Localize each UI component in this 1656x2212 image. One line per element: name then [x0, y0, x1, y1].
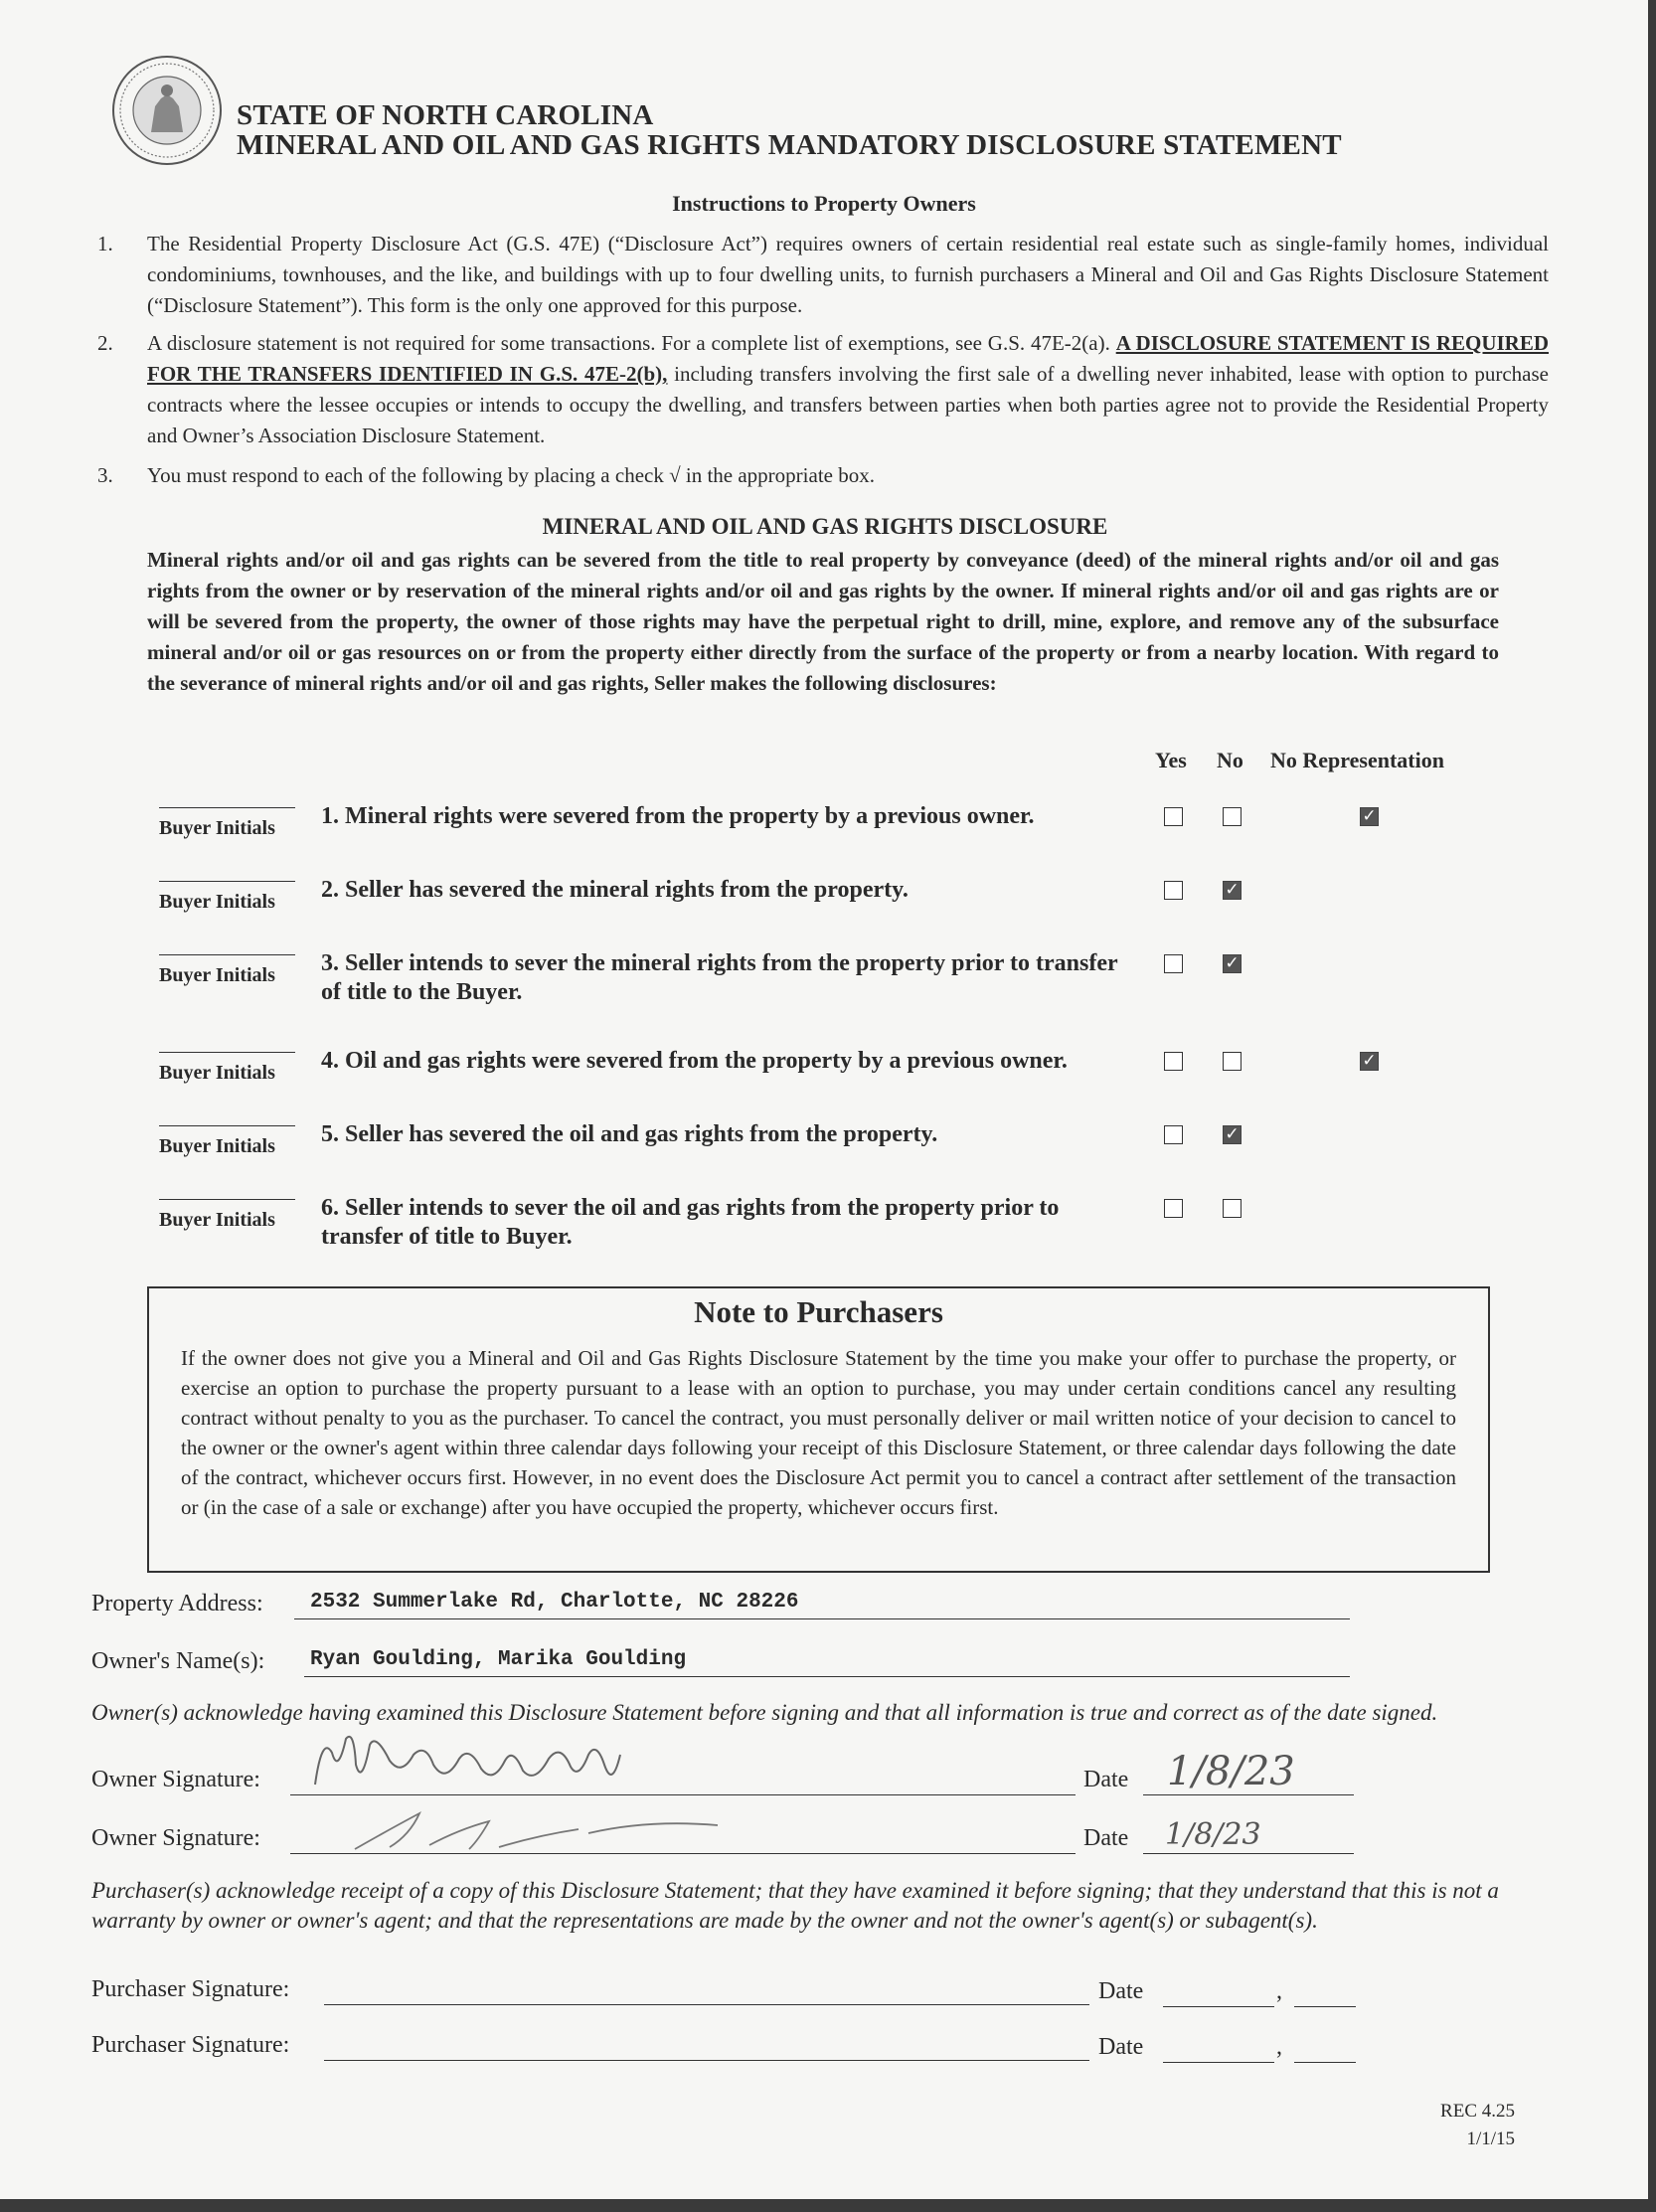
owner-acknowledgement: Owner(s) acknowledge having examined this Disclosure Statement before signing and that all information is true and correct as of the date signed. — [91, 1700, 1438, 1725]
owner-date-field-1[interactable] — [1143, 1749, 1354, 1795]
date-label: Date — [1083, 1825, 1129, 1851]
instructions-heading: Instructions to Property Owners — [672, 191, 976, 216]
instruction-text-pre: A disclosure statement is not required for some transactions. For a complete list of exemptions, see G.S. 47E-2(a). — [147, 331, 1116, 355]
column-header-yes: Yes — [1155, 748, 1187, 772]
owners-name-label: Owner's Name(s): — [91, 1648, 265, 1674]
checkbox-yes-q5[interactable] — [1164, 1125, 1183, 1144]
buyer-initials-label: Buyer Initials — [159, 817, 275, 839]
owners-name-field[interactable] — [304, 1644, 1350, 1677]
owner-signature-label: Owner Signature: — [91, 1767, 260, 1792]
instruction-item-3 — [97, 460, 1549, 491]
buyer-initials-label: Buyer Initials — [159, 1062, 275, 1084]
purchaser-date-field-2a[interactable] — [1163, 2030, 1274, 2063]
checkmark-icon: ✓ — [1362, 1051, 1377, 1071]
handwritten-signature-icon — [350, 1799, 728, 1855]
property-address-field[interactable] — [294, 1587, 1350, 1619]
purchaser-date-field-1a[interactable] — [1163, 1974, 1274, 2007]
buyer-initials-label: Buyer Initials — [159, 964, 275, 986]
date-separator: , — [1276, 2034, 1282, 2060]
disclosure-body: Mineral rights and/or oil and gas rights can be severed from the title to real property by conveyance (deed) of the mineral rights and/or oil and gas rights from the owner or by reservation of the mineral rights and/or oil and gas rights by the owner. If mineral rights and/or oil and gas rights are or will be severed from the property, the owner of those rights may have the perpetual right to drill, mine, explore, and remove any of the subsurface mineral and/or oil or gas resources on or from the property either directly from the surface of the property or from a nearby location. With regard to the severance of mineral rights and/or oil and gas rights, Seller makes the following disclosures: — [147, 548, 1499, 695]
checkbox-yes-q1[interactable] — [1164, 807, 1183, 826]
question-4: 4. Oil and gas rights were severed from the property by a previous owner. — [321, 1048, 1068, 1074]
question-3: 3. Seller intends to sever the mineral rights from the property prior to transfer of title to the Buyer. — [321, 950, 1118, 1005]
checkmark-icon: ✓ — [1225, 953, 1240, 973]
purchaser-signature-label: Purchaser Signature: — [91, 2032, 290, 2058]
purchaser-acknowledgement: Purchaser(s) acknowledge receipt of a copy of this Disclosure Statement; that they have examined it before signing; that they understand that this is not a warranty by owner or owner's agent; and that the representations are made by the owner and not the owner's agent(s) or subagent(s). — [91, 1878, 1499, 1933]
checkbox-norep-q1[interactable] — [1360, 807, 1379, 826]
form-code — [1440, 2098, 1515, 2153]
required-transfers-notice: A DISCLOSURE STATEMENT IS REQUIRED FOR THE TRANSFERS IDENTIFIED IN G.S. 47E-2(b), — [147, 331, 1550, 386]
checkmark-icon: ✓ — [1362, 806, 1377, 826]
buyer-initials-label: Buyer Initials — [159, 891, 275, 913]
note-body: If the owner does not give you a Mineral and Oil and Gas Rights Disclosure Statement by the time you make your offer to purchase the property, or exercise an option to purchase the property pursuant to a lease with an option to purchase, you may under certain conditions cancel any resulting contract without penalty to you as the purchaser. To cancel the contract, you must personally deliver or mail written notice of your decision to cancel to the owner or the owner's agent within three calendar days following your receipt of this Disclosure Statement, or three calendar days following the date of the contract, whichever occurs first. However, in no event does the Disclosure Act permit you to cancel a contract after settlement of the transaction or (in the case of a sale or exchange) after you have occupied the property, whichever occurs first. — [181, 1346, 1456, 1519]
purchaser-date-field-2b[interactable] — [1294, 2030, 1356, 2063]
owner-signature-label: Owner Signature: — [91, 1825, 260, 1851]
instruction-number: 1. — [97, 232, 113, 255]
owners-name-value: Ryan Goulding, Marika Goulding — [310, 1648, 687, 1671]
buyer-initials-field[interactable] — [159, 807, 295, 808]
purchaser-date-field-1b[interactable] — [1294, 1974, 1356, 2007]
note-title: Note to Purchasers — [694, 1294, 943, 1329]
instruction-item-2 — [97, 328, 1549, 451]
checkbox-yes-q6[interactable] — [1164, 1199, 1183, 1218]
property-address-value: 2532 Summerlake Rd, Charlotte, NC 28226 — [310, 1591, 799, 1614]
question-2: 2. Seller has severed the mineral rights from the property. — [321, 877, 909, 903]
buyer-initials-field[interactable] — [159, 881, 295, 882]
checkbox-yes-q4[interactable] — [1164, 1052, 1183, 1071]
checkbox-no-q2[interactable] — [1223, 881, 1242, 900]
purchaser-signature-label: Purchaser Signature: — [91, 1976, 290, 2002]
form-title-state: STATE OF NORTH CAROLINA — [237, 99, 654, 131]
date-label: Date — [1083, 1767, 1129, 1792]
disclosure-heading: MINERAL AND OIL AND GAS RIGHTS DISCLOSURE — [542, 514, 1108, 539]
checkbox-no-q5[interactable] — [1223, 1125, 1242, 1144]
checkbox-yes-q3[interactable] — [1164, 954, 1183, 973]
form-code-number: REC 4.25 — [1440, 2101, 1515, 2122]
buyer-initials-field[interactable] — [159, 1199, 295, 1200]
question-6: 6. Seller intends to sever the oil and gas rights from the property prior to transfer of title to Buyer. — [321, 1195, 1060, 1250]
handwritten-signature-icon — [310, 1725, 688, 1794]
question-1: 1. Mineral rights were severed from the property by a previous owner. — [321, 803, 1035, 829]
column-header-no-representation: No Representation — [1270, 748, 1444, 772]
instruction-number: 3. — [97, 463, 113, 487]
note-to-purchasers-box — [147, 1286, 1490, 1573]
checkbox-no-q6[interactable] — [1223, 1199, 1242, 1218]
question-5: 5. Seller has severed the oil and gas rights from the property. — [321, 1121, 938, 1147]
checkmark-icon: ✓ — [1225, 880, 1240, 900]
owner-signature-field-2[interactable] — [290, 1821, 1076, 1854]
date-label: Date — [1098, 1978, 1144, 2004]
instruction-text: The Residential Property Disclosure Act (G.S. 47E) (“Disclosure Act”) requires owners of certain residential real estate such as single-family homes, individual condominiums, townhouses, and the like, and buildings with up to four dwelling units, to furnish purchasers a Mineral and Oil and Gas Rights Disclosure Statement (“Disclosure Statement”). This form is the only one approved for this purpose. — [147, 232, 1549, 317]
date-label: Date — [1098, 2034, 1144, 2060]
owner-date-field-2[interactable] — [1143, 1817, 1354, 1854]
buyer-initials-field[interactable] — [159, 954, 295, 955]
checkbox-no-q3[interactable] — [1223, 954, 1242, 973]
buyer-initials-field[interactable] — [159, 1125, 295, 1126]
checkmark-icon: ✓ — [1225, 1124, 1240, 1144]
form-title-main: MINERAL AND OIL AND GAS RIGHTS MANDATORY DISCLOSURE STATEMENT — [237, 129, 1342, 161]
nc-seal-icon — [111, 55, 223, 166]
checkbox-no-q4[interactable] — [1223, 1052, 1242, 1071]
instruction-text — [147, 328, 1549, 451]
owner-date-value-2: 1/8/23 — [1165, 1817, 1261, 1852]
checkbox-no-q1[interactable] — [1223, 807, 1242, 826]
date-separator: , — [1276, 1978, 1282, 2004]
instruction-number: 2. — [97, 331, 113, 355]
owner-date-value-1: 1/8/23 — [1167, 1749, 1295, 1794]
buyer-initials-field[interactable] — [159, 1052, 295, 1053]
owner-signature-field-1[interactable] — [290, 1763, 1076, 1795]
instruction-item-1 — [97, 229, 1549, 322]
property-address-label: Property Address: — [91, 1591, 263, 1616]
buyer-initials-label: Buyer Initials — [159, 1135, 275, 1157]
checkbox-norep-q4[interactable] — [1360, 1052, 1379, 1071]
checkbox-yes-q2[interactable] — [1164, 881, 1183, 900]
instruction-text: You must respond to each of the following by placing a check √ in the appropriate box. — [147, 463, 875, 487]
buyer-initials-label: Buyer Initials — [159, 1209, 275, 1231]
instruction-text-post: including transfers involving the first sale of a dwelling never inhabited, lease with option to purchase contracts where the lessee occupies or intends to occupy the dwelling, and transfers between parties when both parties agree not to provide the Residential Property and Owner’s Association Disclosure Statement. — [147, 362, 1549, 447]
column-header-no: No — [1217, 748, 1243, 772]
purchaser-signature-field-1[interactable] — [324, 1972, 1089, 2005]
form-code-date: 1/1/15 — [1466, 2128, 1515, 2149]
purchaser-signature-field-2[interactable] — [324, 2028, 1089, 2061]
